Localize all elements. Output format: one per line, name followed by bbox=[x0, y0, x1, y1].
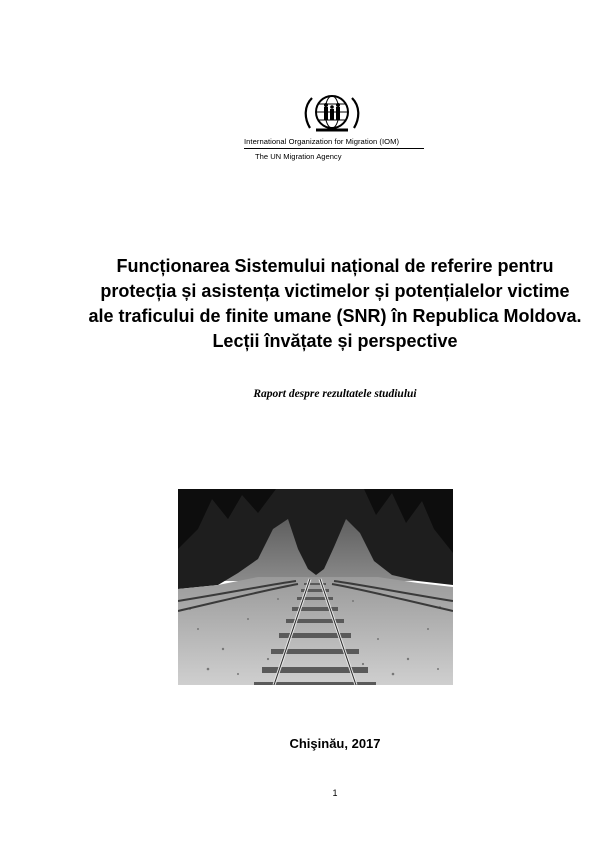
iom-globe-logo-icon bbox=[302, 90, 362, 136]
page-number: 1 bbox=[332, 788, 338, 798]
document-subtitle: Raport despre rezultatele studiului bbox=[253, 388, 417, 400]
org-name: International Organization for Migration (IOM) bbox=[244, 137, 400, 146]
logo-divider bbox=[244, 148, 424, 149]
diverging-railway-tracks-photo bbox=[178, 489, 453, 685]
org-tagline: The UN Migration Agency bbox=[255, 152, 342, 161]
document-title bbox=[70, 254, 600, 354]
place-and-date: Chişinău, 2017 bbox=[289, 736, 381, 751]
title-line-4: Lecții învățate și perspective bbox=[212, 331, 458, 351]
title-line-2: protecția și asistența victimelor și potențialelor victime bbox=[100, 281, 570, 301]
title-line-1: Funcționarea Sistemului național de referire pentru bbox=[116, 256, 554, 276]
iom-logo bbox=[244, 90, 434, 174]
title-line-3: ale traficului de finite umane (SNR) în Republica Moldova. bbox=[88, 306, 582, 326]
railway-photo-illustration bbox=[178, 489, 453, 685]
